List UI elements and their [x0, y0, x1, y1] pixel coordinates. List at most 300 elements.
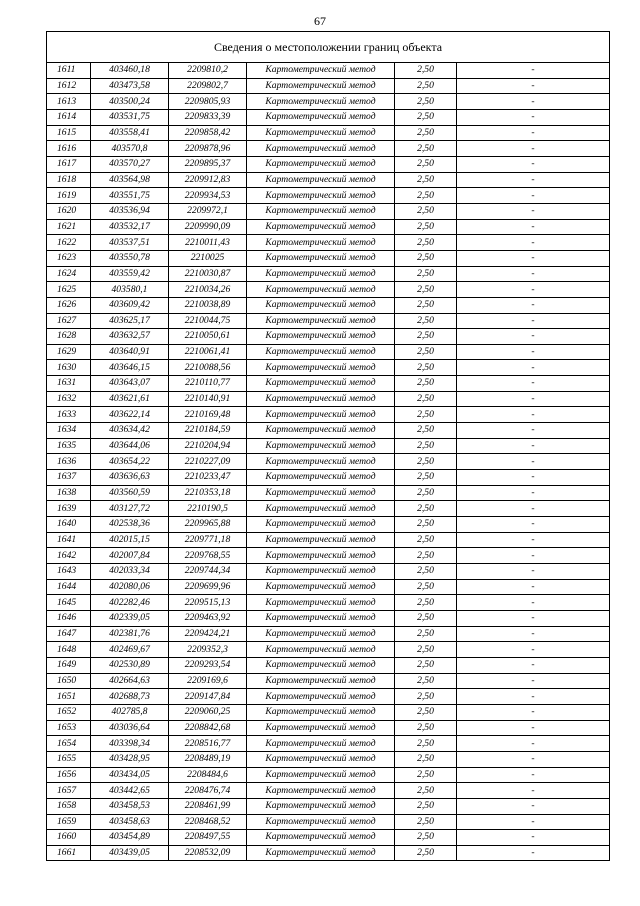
table-body: [47, 63, 610, 861]
table-row: [47, 689, 610, 705]
accuracy-cell: 2,50: [395, 391, 457, 407]
point-number-cell: 1627: [47, 313, 91, 329]
method-cell: Картометрический метод: [247, 501, 395, 517]
x-coordinate-cell: 403621,61: [91, 391, 169, 407]
point-number-cell: 1628: [47, 329, 91, 345]
table-row: [47, 219, 610, 235]
x-coordinate-cell: 403634,42: [91, 423, 169, 439]
y-coordinate-cell: 2209463,92: [169, 610, 247, 626]
x-coordinate-cell: 403643,07: [91, 376, 169, 392]
method-cell: Картометрический метод: [247, 845, 395, 861]
table-row: [47, 297, 610, 313]
point-number-cell: 1651: [47, 689, 91, 705]
method-cell: Картометрический метод: [247, 63, 395, 79]
description-cell: -: [457, 689, 610, 705]
table-row: [47, 517, 610, 533]
method-cell: Картометрический метод: [247, 454, 395, 470]
description-cell: -: [457, 736, 610, 752]
accuracy-cell: 2,50: [395, 564, 457, 580]
point-number-cell: 1645: [47, 595, 91, 611]
table-row: [47, 156, 610, 172]
accuracy-cell: 2,50: [395, 219, 457, 235]
y-coordinate-cell: 2208497,55: [169, 830, 247, 846]
x-coordinate-cell: 402080,06: [91, 579, 169, 595]
table-row: [47, 548, 610, 564]
x-coordinate-cell: 403640,91: [91, 344, 169, 360]
point-number-cell: 1649: [47, 657, 91, 673]
x-coordinate-cell: 403654,22: [91, 454, 169, 470]
method-cell: Картометрический метод: [247, 203, 395, 219]
x-coordinate-cell: 403559,42: [91, 266, 169, 282]
y-coordinate-cell: 2210110,77: [169, 376, 247, 392]
x-coordinate-cell: 403609,42: [91, 297, 169, 313]
accuracy-cell: 2,50: [395, 282, 457, 298]
description-cell: -: [457, 564, 610, 580]
accuracy-cell: 2,50: [395, 673, 457, 689]
x-coordinate-cell: 403536,94: [91, 203, 169, 219]
accuracy-cell: 2,50: [395, 517, 457, 533]
method-cell: Картометрический метод: [247, 141, 395, 157]
point-number-cell: 1620: [47, 203, 91, 219]
y-coordinate-cell: 2209744,34: [169, 564, 247, 580]
accuracy-cell: 2,50: [395, 736, 457, 752]
table-row: [47, 845, 610, 861]
y-coordinate-cell: 2210038,89: [169, 297, 247, 313]
description-cell: -: [457, 141, 610, 157]
description-cell: -: [457, 78, 610, 94]
description-cell: -: [457, 845, 610, 861]
x-coordinate-cell: 403439,05: [91, 845, 169, 861]
x-coordinate-cell: 403570,8: [91, 141, 169, 157]
y-coordinate-cell: 2209515,13: [169, 595, 247, 611]
accuracy-cell: 2,50: [395, 485, 457, 501]
y-coordinate-cell: 2210011,43: [169, 235, 247, 251]
description-cell: -: [457, 720, 610, 736]
accuracy-cell: 2,50: [395, 610, 457, 626]
table-row: [47, 673, 610, 689]
y-coordinate-cell: 2209912,83: [169, 172, 247, 188]
y-coordinate-cell: 2209895,37: [169, 156, 247, 172]
accuracy-cell: 2,50: [395, 704, 457, 720]
point-number-cell: 1643: [47, 564, 91, 580]
accuracy-cell: 2,50: [395, 751, 457, 767]
y-coordinate-cell: 2210353,18: [169, 485, 247, 501]
y-coordinate-cell: 2210088,56: [169, 360, 247, 376]
x-coordinate-cell: 402339,05: [91, 610, 169, 626]
description-cell: -: [457, 63, 610, 79]
y-coordinate-cell: 2210025: [169, 250, 247, 266]
accuracy-cell: 2,50: [395, 830, 457, 846]
point-number-cell: 1639: [47, 501, 91, 517]
method-cell: Картометрический метод: [247, 485, 395, 501]
table-row: [47, 125, 610, 141]
table-row: [47, 423, 610, 439]
table-row: [47, 203, 610, 219]
table-row: [47, 579, 610, 595]
y-coordinate-cell: 2209699,96: [169, 579, 247, 595]
method-cell: Картометрический метод: [247, 830, 395, 846]
method-cell: Картометрический метод: [247, 814, 395, 830]
x-coordinate-cell: 402469,67: [91, 642, 169, 658]
description-cell: -: [457, 156, 610, 172]
x-coordinate-cell: 403127,72: [91, 501, 169, 517]
accuracy-cell: 2,50: [395, 470, 457, 486]
x-coordinate-cell: 403636,63: [91, 470, 169, 486]
description-cell: -: [457, 704, 610, 720]
description-cell: -: [457, 610, 610, 626]
point-number-cell: 1629: [47, 344, 91, 360]
point-number-cell: 1635: [47, 438, 91, 454]
x-coordinate-cell: 403625,17: [91, 313, 169, 329]
point-number-cell: 1656: [47, 767, 91, 783]
point-number-cell: 1616: [47, 141, 91, 157]
point-number-cell: 1642: [47, 548, 91, 564]
point-number-cell: 1655: [47, 751, 91, 767]
y-coordinate-cell: 2209771,18: [169, 532, 247, 548]
point-number-cell: 1619: [47, 188, 91, 204]
table-row: [47, 344, 610, 360]
method-cell: Картометрический метод: [247, 438, 395, 454]
x-coordinate-cell: 402785,8: [91, 704, 169, 720]
point-number-cell: 1652: [47, 704, 91, 720]
accuracy-cell: 2,50: [395, 125, 457, 141]
y-coordinate-cell: 2210169,48: [169, 407, 247, 423]
accuracy-cell: 2,50: [395, 845, 457, 861]
y-coordinate-cell: 2210044,75: [169, 313, 247, 329]
y-coordinate-cell: 2209293,54: [169, 657, 247, 673]
x-coordinate-cell: 403632,57: [91, 329, 169, 345]
accuracy-cell: 2,50: [395, 454, 457, 470]
description-cell: -: [457, 219, 610, 235]
x-coordinate-cell: 403537,51: [91, 235, 169, 251]
method-cell: Картометрический метод: [247, 798, 395, 814]
point-number-cell: 1646: [47, 610, 91, 626]
accuracy-cell: 2,50: [395, 313, 457, 329]
method-cell: Картометрический метод: [247, 783, 395, 799]
accuracy-cell: 2,50: [395, 250, 457, 266]
description-cell: -: [457, 642, 610, 658]
y-coordinate-cell: 2210204,94: [169, 438, 247, 454]
accuracy-cell: 2,50: [395, 689, 457, 705]
x-coordinate-cell: 403500,24: [91, 94, 169, 110]
accuracy-cell: 2,50: [395, 344, 457, 360]
description-cell: -: [457, 391, 610, 407]
table-row: [47, 798, 610, 814]
description-cell: -: [457, 579, 610, 595]
description-cell: -: [457, 329, 610, 345]
description-cell: -: [457, 125, 610, 141]
table-row: [47, 767, 610, 783]
x-coordinate-cell: 403428,95: [91, 751, 169, 767]
method-cell: Картометрический метод: [247, 360, 395, 376]
point-number-cell: 1637: [47, 470, 91, 486]
table-row: [47, 438, 610, 454]
table-row: [47, 94, 610, 110]
method-cell: Картометрический метод: [247, 235, 395, 251]
method-cell: Картометрический метод: [247, 532, 395, 548]
point-number-cell: 1659: [47, 814, 91, 830]
table-row: [47, 595, 610, 611]
y-coordinate-cell: 2210227,09: [169, 454, 247, 470]
table-row: [47, 626, 610, 642]
accuracy-cell: 2,50: [395, 188, 457, 204]
description-cell: -: [457, 344, 610, 360]
point-number-cell: 1615: [47, 125, 91, 141]
method-cell: Картометрический метод: [247, 391, 395, 407]
x-coordinate-cell: 403646,15: [91, 360, 169, 376]
description-cell: -: [457, 830, 610, 846]
accuracy-cell: 2,50: [395, 94, 457, 110]
y-coordinate-cell: 2210233,47: [169, 470, 247, 486]
table-row: [47, 109, 610, 125]
table-row: [47, 188, 610, 204]
y-coordinate-cell: 2208461,99: [169, 798, 247, 814]
x-coordinate-cell: 403550,78: [91, 250, 169, 266]
y-coordinate-cell: 2210050,61: [169, 329, 247, 345]
table-row: [47, 610, 610, 626]
description-cell: -: [457, 407, 610, 423]
method-cell: Картометрический метод: [247, 564, 395, 580]
method-cell: Картометрический метод: [247, 329, 395, 345]
method-cell: Картометрический метод: [247, 610, 395, 626]
accuracy-cell: 2,50: [395, 329, 457, 345]
method-cell: Картометрический метод: [247, 423, 395, 439]
description-cell: -: [457, 94, 610, 110]
y-coordinate-cell: 2208476,74: [169, 783, 247, 799]
method-cell: Картометрический метод: [247, 266, 395, 282]
accuracy-cell: 2,50: [395, 109, 457, 125]
accuracy-cell: 2,50: [395, 642, 457, 658]
point-number-cell: 1621: [47, 219, 91, 235]
method-cell: Картометрический метод: [247, 156, 395, 172]
point-number-cell: 1636: [47, 454, 91, 470]
y-coordinate-cell: 2208468,52: [169, 814, 247, 830]
accuracy-cell: 2,50: [395, 626, 457, 642]
y-coordinate-cell: 2209878,96: [169, 141, 247, 157]
method-cell: Картометрический метод: [247, 297, 395, 313]
point-number-cell: 1661: [47, 845, 91, 861]
y-coordinate-cell: 2209833,39: [169, 109, 247, 125]
y-coordinate-cell: 2209147,84: [169, 689, 247, 705]
description-cell: -: [457, 485, 610, 501]
y-coordinate-cell: 2208516,77: [169, 736, 247, 752]
method-cell: Картометрический метод: [247, 313, 395, 329]
point-number-cell: 1617: [47, 156, 91, 172]
accuracy-cell: 2,50: [395, 63, 457, 79]
table-row: [47, 235, 610, 251]
point-number-cell: 1613: [47, 94, 91, 110]
x-coordinate-cell: 402033,34: [91, 564, 169, 580]
method-cell: Картометрический метод: [247, 704, 395, 720]
table-row: [47, 720, 610, 736]
accuracy-cell: 2,50: [395, 78, 457, 94]
accuracy-cell: 2,50: [395, 720, 457, 736]
table-row: [47, 470, 610, 486]
point-number-cell: 1614: [47, 109, 91, 125]
point-number-cell: 1630: [47, 360, 91, 376]
description-cell: -: [457, 470, 610, 486]
description-cell: -: [457, 250, 610, 266]
y-coordinate-cell: 2210190,5: [169, 501, 247, 517]
x-coordinate-cell: 402538,36: [91, 517, 169, 533]
point-number-cell: 1644: [47, 579, 91, 595]
point-number-cell: 1640: [47, 517, 91, 533]
x-coordinate-cell: 403036,64: [91, 720, 169, 736]
x-coordinate-cell: 403622,14: [91, 407, 169, 423]
y-coordinate-cell: 2209810,2: [169, 63, 247, 79]
point-number-cell: 1611: [47, 63, 91, 79]
description-cell: -: [457, 673, 610, 689]
table-row: [47, 391, 610, 407]
accuracy-cell: 2,50: [395, 376, 457, 392]
table-row: [47, 485, 610, 501]
description-cell: -: [457, 438, 610, 454]
y-coordinate-cell: 2208532,09: [169, 845, 247, 861]
x-coordinate-cell: 403532,17: [91, 219, 169, 235]
boundary-coordinates-table: [46, 31, 610, 861]
x-coordinate-cell: 403458,63: [91, 814, 169, 830]
table-row: [47, 172, 610, 188]
point-number-cell: 1647: [47, 626, 91, 642]
description-cell: -: [457, 548, 610, 564]
point-number-cell: 1660: [47, 830, 91, 846]
table-title-row: [47, 32, 610, 63]
description-cell: -: [457, 282, 610, 298]
description-cell: -: [457, 532, 610, 548]
method-cell: Картометрический метод: [247, 172, 395, 188]
method-cell: Картометрический метод: [247, 673, 395, 689]
x-coordinate-cell: 402007,84: [91, 548, 169, 564]
x-coordinate-cell: 403570,27: [91, 156, 169, 172]
table-row: [47, 282, 610, 298]
method-cell: Картометрический метод: [247, 720, 395, 736]
description-cell: -: [457, 517, 610, 533]
point-number-cell: 1631: [47, 376, 91, 392]
method-cell: Картометрический метод: [247, 250, 395, 266]
table-row: [47, 830, 610, 846]
accuracy-cell: 2,50: [395, 266, 457, 282]
method-cell: Картометрический метод: [247, 282, 395, 298]
y-coordinate-cell: 2209768,55: [169, 548, 247, 564]
accuracy-cell: 2,50: [395, 798, 457, 814]
point-number-cell: 1653: [47, 720, 91, 736]
table-row: [47, 266, 610, 282]
point-number-cell: 1658: [47, 798, 91, 814]
y-coordinate-cell: 2209990,09: [169, 219, 247, 235]
x-coordinate-cell: 402015,15: [91, 532, 169, 548]
table-row: [47, 751, 610, 767]
accuracy-cell: 2,50: [395, 423, 457, 439]
method-cell: Картометрический метод: [247, 579, 395, 595]
y-coordinate-cell: 2208842,68: [169, 720, 247, 736]
point-number-cell: 1638: [47, 485, 91, 501]
x-coordinate-cell: 403460,18: [91, 63, 169, 79]
y-coordinate-cell: 2209858,42: [169, 125, 247, 141]
accuracy-cell: 2,50: [395, 360, 457, 376]
point-number-cell: 1622: [47, 235, 91, 251]
method-cell: Картометрический метод: [247, 125, 395, 141]
x-coordinate-cell: 402688,73: [91, 689, 169, 705]
accuracy-cell: 2,50: [395, 141, 457, 157]
accuracy-cell: 2,50: [395, 783, 457, 799]
x-coordinate-cell: 403560,59: [91, 485, 169, 501]
method-cell: Картометрический метод: [247, 751, 395, 767]
point-number-cell: 1632: [47, 391, 91, 407]
table-row: [47, 63, 610, 79]
accuracy-cell: 2,50: [395, 595, 457, 611]
point-number-cell: 1641: [47, 532, 91, 548]
method-cell: Картометрический метод: [247, 219, 395, 235]
accuracy-cell: 2,50: [395, 297, 457, 313]
table-row: [47, 454, 610, 470]
method-cell: Картометрический метод: [247, 470, 395, 486]
y-coordinate-cell: 2210061,41: [169, 344, 247, 360]
x-coordinate-cell: 403434,05: [91, 767, 169, 783]
point-number-cell: 1626: [47, 297, 91, 313]
y-coordinate-cell: 2209169,6: [169, 673, 247, 689]
table-row: [47, 313, 610, 329]
method-cell: Картометрический метод: [247, 517, 395, 533]
y-coordinate-cell: 2210034,26: [169, 282, 247, 298]
description-cell: -: [457, 767, 610, 783]
x-coordinate-cell: 403442,65: [91, 783, 169, 799]
accuracy-cell: 2,50: [395, 767, 457, 783]
point-number-cell: 1650: [47, 673, 91, 689]
method-cell: Картометрический метод: [247, 657, 395, 673]
description-cell: -: [457, 657, 610, 673]
x-coordinate-cell: 403473,58: [91, 78, 169, 94]
accuracy-cell: 2,50: [395, 156, 457, 172]
y-coordinate-cell: 2209424,21: [169, 626, 247, 642]
x-coordinate-cell: 402530,89: [91, 657, 169, 673]
table-row: [47, 376, 610, 392]
y-coordinate-cell: 2210030,87: [169, 266, 247, 282]
table-row: [47, 736, 610, 752]
description-cell: -: [457, 501, 610, 517]
description-cell: -: [457, 595, 610, 611]
method-cell: Картометрический метод: [247, 767, 395, 783]
point-number-cell: 1634: [47, 423, 91, 439]
accuracy-cell: 2,50: [395, 235, 457, 251]
method-cell: Картометрический метод: [247, 407, 395, 423]
y-coordinate-cell: 2210140,91: [169, 391, 247, 407]
x-coordinate-cell: 402381,76: [91, 626, 169, 642]
description-cell: -: [457, 814, 610, 830]
description-cell: -: [457, 109, 610, 125]
table-row: [47, 360, 610, 376]
table-row: [47, 814, 610, 830]
description-cell: -: [457, 376, 610, 392]
table-row: [47, 532, 610, 548]
accuracy-cell: 2,50: [395, 203, 457, 219]
method-cell: Картометрический метод: [247, 78, 395, 94]
y-coordinate-cell: 2209965,88: [169, 517, 247, 533]
x-coordinate-cell: 402664,63: [91, 673, 169, 689]
point-number-cell: 1624: [47, 266, 91, 282]
table-row: [47, 783, 610, 799]
point-number-cell: 1623: [47, 250, 91, 266]
accuracy-cell: 2,50: [395, 407, 457, 423]
description-cell: -: [457, 313, 610, 329]
method-cell: Картометрический метод: [247, 188, 395, 204]
point-number-cell: 1633: [47, 407, 91, 423]
method-cell: Картометрический метод: [247, 94, 395, 110]
x-coordinate-cell: 403580,1: [91, 282, 169, 298]
x-coordinate-cell: 403644,06: [91, 438, 169, 454]
table-row: [47, 329, 610, 345]
y-coordinate-cell: 2209352,3: [169, 642, 247, 658]
method-cell: Картометрический метод: [247, 689, 395, 705]
